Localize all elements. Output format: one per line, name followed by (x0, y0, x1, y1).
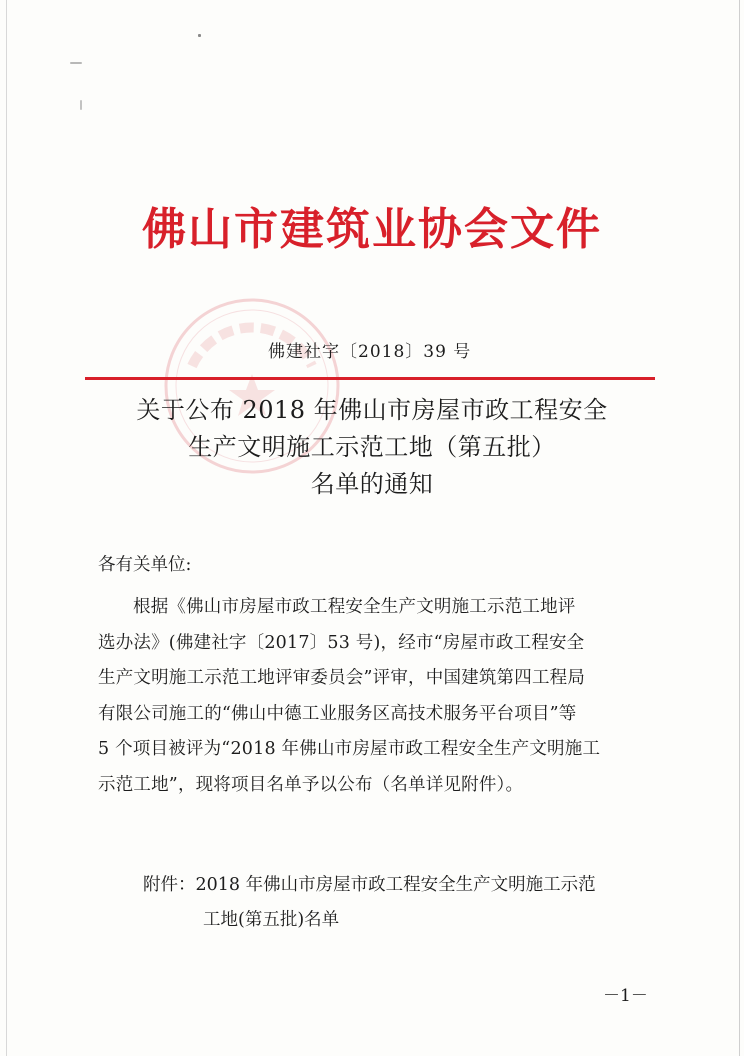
body-line: 5 个项目被评为“2018 年佛山市房屋市政工程安全生产文明施工 (98, 739, 601, 759)
salutation: 各有关单位: (98, 555, 192, 575)
scan-edge-left (6, 0, 7, 1056)
scan-speck (70, 62, 82, 64)
body-line: 生产文明施工示范工地评审委员会”评审，中国建筑第四工程局 (98, 668, 586, 688)
title-line: 关于公布 2018 年佛山市房屋市政工程安全 (136, 396, 608, 424)
attachment-note (143, 868, 596, 938)
red-divider-line (85, 377, 655, 380)
issuing-organization-title: 佛山市建筑业协会文件 (142, 204, 602, 255)
page-number: －1－ (603, 986, 648, 1006)
body-line: 示范工地”，现将项目名单予以公布（名单详见附件）。 (98, 774, 524, 795)
document-number: 佛建社字〔2018〕39 号 (268, 342, 472, 362)
attachment-line: 工地(第五批)名单 (203, 910, 340, 930)
body-paragraph (98, 590, 646, 803)
body-line: 根据《佛山市房屋市政工程安全生产文明施工示范工地评 (133, 597, 576, 617)
title-line: 生产文明施工示范工地（第五批） (188, 433, 556, 461)
body-line: 选办法》(佛建社字〔2017〕53 号)，经市“房屋市政工程安全 (98, 632, 585, 653)
document-title (0, 392, 744, 503)
scan-speck (198, 34, 201, 37)
title-line: 名单的通知 (310, 470, 434, 498)
body-line: 有限公司施工的“佛山中德工业服务区高技术服务平台项目”等 (98, 703, 577, 724)
scan-speck (80, 100, 82, 110)
attachment-line: 附件：2018 年佛山市房屋市政工程安全生产文明施工示范 (143, 875, 596, 895)
scan-edge-right (739, 0, 740, 1056)
